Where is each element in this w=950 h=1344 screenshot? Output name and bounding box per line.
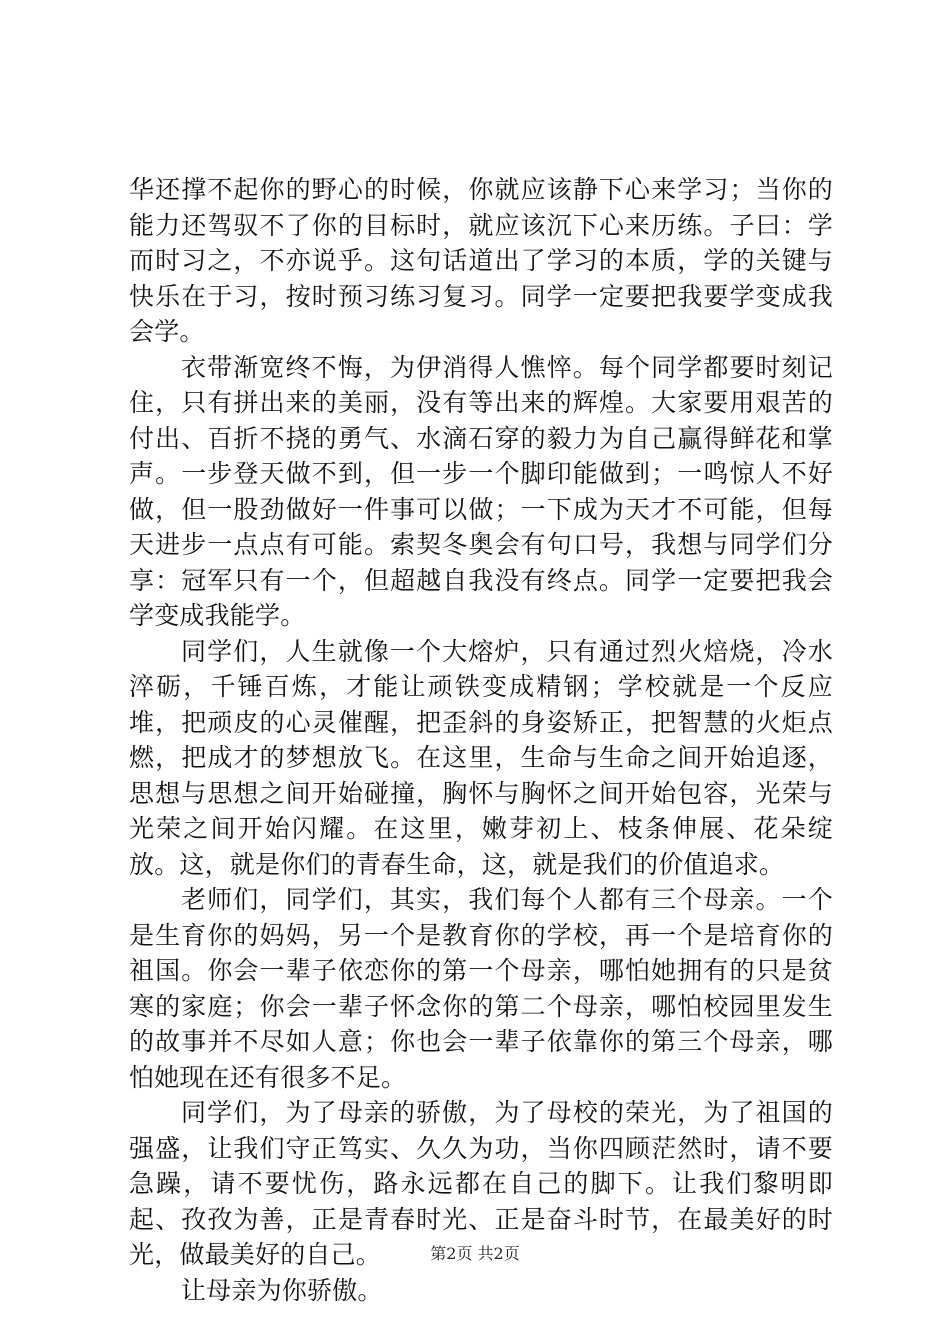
paragraph: 同学们，为了母亲的骄傲，为了母校的荣光，为了祖国的强盛，让我们守正笃实、久久为功，当你四顾茫然时，请不要急躁，请不要忧伤，路永远都在自己的脚下。让我们黎明即起、孜孜为善，正是青春时光、正是奋斗时节，在最美好的时光，做最美好的自己。 bbox=[129, 1098, 833, 1269]
paragraph: 同学们，人生就像一个大熔炉，只有通过烈火焙烧，冷水淬砺，千锤百炼，才能让顽铁变成精钢；学校就是一个反应堆，把顽皮的心灵催醒，把歪斜的身姿矫正，把智慧的火炬点燃，把成才的梦想放飞。在这里，生命与生命之间开始追逐，思想与思想之间开始碰撞，胸怀与胸怀之间开始包容，光荣与光荣之间开始闪耀。在这里，嫩芽初上、枝条伸展、花朵绽放。这，就是你们的青春生命，这，就是我们的价值追求。 bbox=[129, 636, 833, 879]
page-footer: 第2页 共2页 bbox=[430, 1244, 520, 1263]
paragraph-closing: 让母亲为你骄傲。 bbox=[181, 1275, 383, 1305]
paragraph: 衣带渐宽终不悔，为伊消得人憔悴。每个同学都要时刻记住，只有拼出来的美丽，没有等出来的辉煌。大家要用艰苦的付出、百折不挠的勇气、水滴石穿的毅力为自己赢得鲜花和掌声。一步登天做不到，但一步一个脚印能做到；一鸣惊人不好做，但一股劲做好一件事可以做；一下成为天才不可能，但每天进步一点点有可能。索契冬奥会有句口号，我想与同学们分享：冠军只有一个，但超越自我没有终点。同学一定要把我会学变成我能学。 bbox=[129, 352, 833, 630]
paragraph-continuation: 华还撑不起你的野心的时候，你就应该静下心来学习；当你的能力还驾驭不了你的目标时，就应该沉下心来历练。子曰：学而时习之，不亦说乎。这句话道出了学习的本质，学的关键与快乐在于习，按时预习练习复习。同学一定要把我要学变成我会学。 bbox=[129, 175, 833, 346]
paragraph: 老师们，同学们，其实，我们每个人都有三个母亲。一个是生育你的妈妈，另一个是教育你的学校，再一个是培育你的祖国。你会一辈子依恋你的第一个母亲，哪怕她拥有的只是贫寒的家庭；你会一辈子怀念你的第二个母亲，哪怕校园里发生的故事并不尽如人意；你也会一辈子依靠你的第三个母亲，哪怕她现在还有很多不足。 bbox=[129, 885, 833, 1092]
body-text bbox=[129, 172, 833, 1308]
